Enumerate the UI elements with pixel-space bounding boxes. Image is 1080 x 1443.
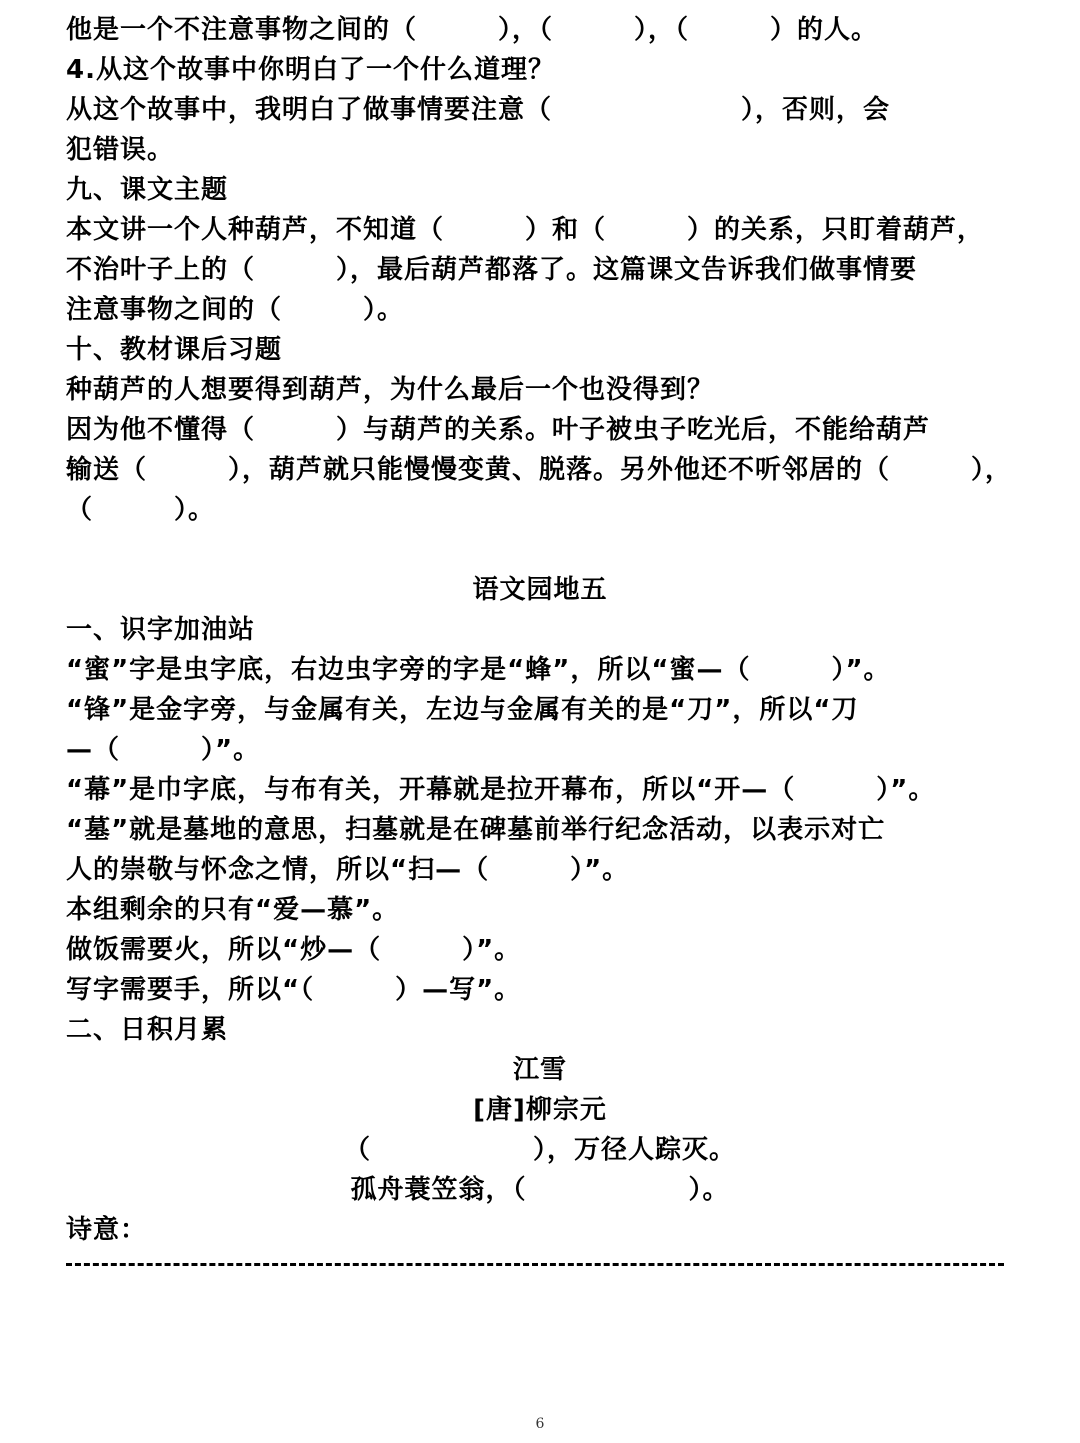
poem-author: [唐]柳宗元 xyxy=(473,1095,607,1125)
text-line: 4.从这个故事中你明白了一个什么道理？ xyxy=(66,55,555,85)
text-line: 他是一个不注意事物之间的（ ），（ ），（ ）的人。 xyxy=(66,15,879,45)
section-heading: 二、日积月累 xyxy=(66,1015,229,1045)
text-line: —（ ）”。 xyxy=(66,735,261,765)
text-line: “墓”就是墓地的意思，扫墓就是在碑墓前举行纪念活动，以表示对亡 xyxy=(66,815,886,845)
text-line: 做饭需要火，所以“炒—（ ）”。 xyxy=(66,935,522,965)
text-line: “蜜”字是虫字底，右边虫字旁的字是“蜂”，所以“蜜—（ ）”。 xyxy=(66,655,891,685)
poem-meaning-label: 诗意： xyxy=(66,1215,148,1245)
text-line: 注意事物之间的（ ）。 xyxy=(66,295,405,325)
text-line: 写字需要手，所以“（ ）—写”。 xyxy=(66,975,522,1005)
answer-line xyxy=(66,1263,1004,1266)
text-line: 因为他不懂得（ ）与葫芦的关系。叶子被虫子吃光后，不能给葫芦 xyxy=(66,415,931,445)
page-number: 6 xyxy=(535,1416,545,1432)
section-heading: 九、课文主题 xyxy=(66,175,229,205)
text-line: 本文讲一个人种葫芦，不知道（ ）和（ ）的关系，只盯着葫芦， xyxy=(66,215,985,245)
section-heading: 十、教材课后习题 xyxy=(66,335,283,365)
text-line: “幕”是巾字底，与布有关，开幕就是拉开幕布，所以“开—（ ）”。 xyxy=(66,775,936,805)
text-line: 种葫芦的人想要得到葫芦，为什么最后一个也没得到？ xyxy=(66,375,715,405)
poem-line: 孤舟蓑笠翁，（ ）。 xyxy=(350,1175,730,1205)
poem-line: （ ），万径人踪灭。 xyxy=(343,1135,736,1165)
text-line: 人的崇敬与怀念之情，所以“扫—（ ）”。 xyxy=(66,855,630,885)
text-line: “锋”是金字旁，与金属有关，左边与金属有关的是“刀”，所以“刀 xyxy=(66,695,859,725)
text-line: （ ）。 xyxy=(66,495,216,525)
page-title: 语文园地五 xyxy=(472,575,608,605)
text-line: 本组剩余的只有“爱—慕”。 xyxy=(66,895,400,925)
text-line: 从这个故事中，我明白了做事情要注意（ ），否则，会 xyxy=(66,95,891,125)
section-heading: 一、识字加油站 xyxy=(66,615,256,645)
poem-title: 江雪 xyxy=(512,1055,567,1085)
text-line: 输送（ ），葫芦就只能慢慢变黄、脱落。另外他还不听邻居的（ ）， xyxy=(66,455,1013,485)
text-line: 不治叶子上的（ ），最后葫芦都落了。这篇课文告诉我们做事情要 xyxy=(66,255,918,285)
text-line: 犯错误。 xyxy=(66,135,175,165)
